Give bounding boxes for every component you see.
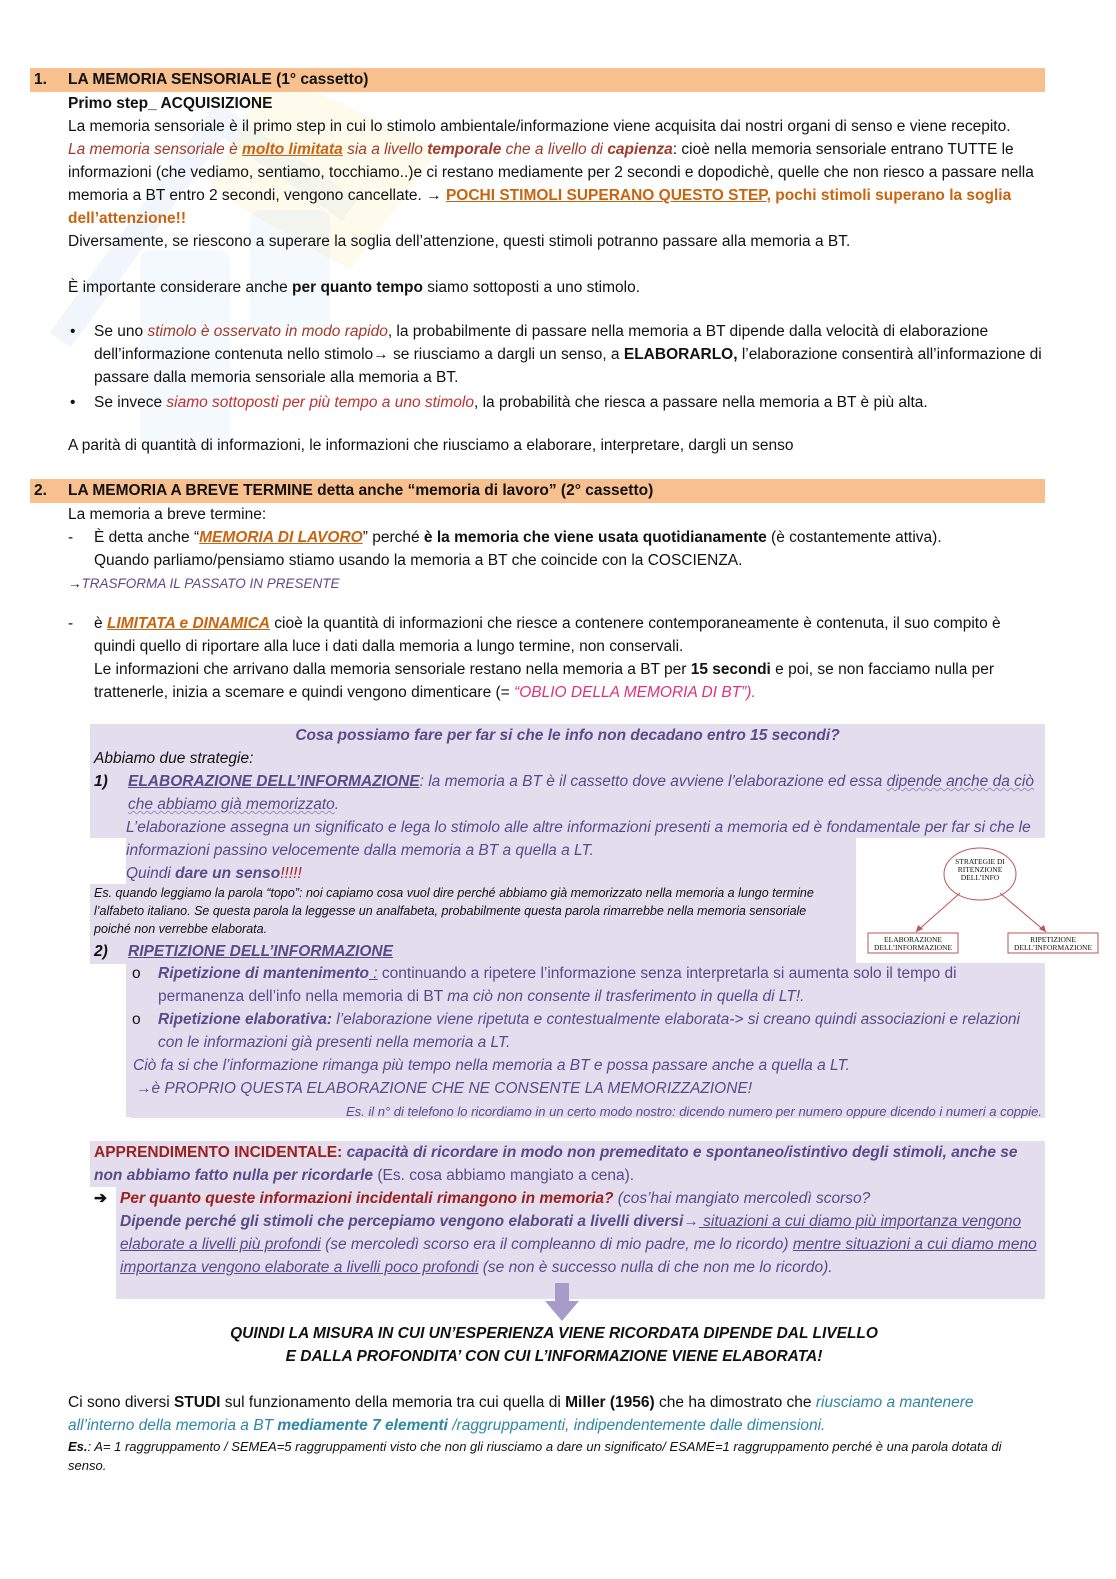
studies-example: Es.: A= 1 raggruppamento / SEMEA=5 raggruppamenti visto che non gli riusciamo a dare un significato/ ESAME=1 raggruppamento perché è una parola dotata di senso. [68,1439,1002,1473]
section-2-intro: La memoria a breve termine: [68,506,267,523]
incidental-definition: APPRENDIMENTO INCIDENTALE: capacità di ricordare in modo non premeditato e spontaneo/istintivo degli stimoli, anche se non abbiamo fatto nulla per ricordarle (Es. cosa abbiamo mangiato a cena). [94,1144,1018,1184]
strategies-content [94,747,1042,816]
strategies-example: Es. il n° di telefono lo ricordiamo in un certo modo nostro: dicendo numero per numero oppure dicendo i numeri a coppie. [345,1104,1042,1119]
diagram-node-left: ELABORAZIONE DELL’INFORMAZIONE [873,935,953,952]
section-2-title: LA MEMORIA A BREVE TERMINE detta anche “memoria di lavoro” (2° cassetto) [68,482,654,499]
diagram-node-right: RIPETIZIONE DELL’INFORMAZIONE [1013,935,1093,952]
list-item: • Se invece siamo sottoposti per più tempo a uno stimolo, la probabilità che riesca a passare nella memoria a BT è più alta. [68,391,1043,414]
strategy-1-example: Es. quando leggiamo la parola “topo”: noi capiamo cosa vuol dire perché abbiamo già memorizzato nella memoria a lungo termine l’alfabeto italiano. Se questa parola la leggesse un analfabeta, probabilmente questa parola rimarrebbe nella memoria sensoriale poiché non verrebbe elaborata. [94,886,814,936]
section-1-p3: Diversamente, se riescono a superare la soglia dell’attenzione, questi stimoli potranno passare alla memoria a BT. [68,233,851,250]
strategy-2-items [130,962,1042,1123]
list-item: o Ripetizione di mantenimento : continuando a ripetere l’informazione senza interpretarla si aumenta solo il tempo di permanenza dell’info nella memoria di BT ma ciò non consente il trasferimento in quella di LT!. [132,965,957,1005]
section-2-header [30,479,1045,503]
section-1-body [68,92,1043,299]
down-arrow-icon [545,1283,579,1321]
diagram-node-top: STRATEGIE DI RITENZIONE DELL’INFO [955,857,1005,882]
strategy-1-detail: L’elaborazione assegna un significato e lega lo stimolo alle altre informazioni presenti a memoria ed è fondamentale per far si che le informazioni passino velocemente dalla memoria a BT a quella a LT. Quindi dare un senso!!!!! [126,819,1031,882]
section-2-body [68,503,1043,572]
strategies-conclusion: →è PROPRIO QUESTA ELABORAZIONE CHE NE CONSENTE LA MEMORIZZAZIONE! [136,1080,753,1097]
section-2-number: 2. [34,482,47,499]
strategies-intro: Abbiamo due strategie: [94,750,254,767]
strategies-consequence: Ciò fa si che l’informazione rimanga più tempo nella memoria a BT e possa passare anche a quella a LT. [133,1057,850,1074]
strategy-2: 2) RIPETIZIONE DELL’INFORMAZIONE [94,943,393,960]
strategies-question: Cosa possiamo fare per far si che le info non decadano entro 15 secondi? [295,727,840,744]
strategies-diagram [856,838,1104,963]
list-item: • Se uno stimolo è osservato in modo rapido, la probabilmente di passare nella memoria a BT dipende dalla velocità di elaborazione dell’informazione contenuta nello stimolo→ se riusciamo a dargli un senso, a ELABORARLO, l’elaborazione consentirà all’informazione di passare dalla memoria sensoriale alla memoria a BT. [68,320,1043,389]
section-2-item-2: - è LIMITATA e DINAMICA cioè la quantità di informazioni che riesce a contenere contemporaneamente è contenuta, il suo compito è quindi quello di riportare alla luce i dati dalla memoria a lungo termine, non conservali. Le informazioni che arrivano dalla memoria sensoriale restano nella memoria a BT per 15 secondi e poi, se non facciamo nulla per trattenerle, inizia a scemare e quindi vengono dimenticare (= “OBLIO DELLA MEMORIA DI BT”). [68,615,1001,701]
section-1-header [30,68,1045,92]
incidental-explanation: Dipende perché gli stimoli che percepiamo vengono elaborati a livelli diversi→ situazioni a cui diamo più importanza vengono elaborate a livelli più profondi (se mercoledì scorso era il compleanno di mio padre, me lo ricordo) mentre situazioni a cui diamo meno importanza vengono elaborate a livelli poco profondi (se non è successo nulla di che non me lo ricordo). [120,1213,1037,1276]
section-1-title: LA MEMORIA SENSORIALE (1° cassetto) [68,71,369,88]
section-1-step: Primo step_ ACQUISIZIONE [68,95,273,112]
section-1-number: 1. [34,71,47,88]
section-1-p5: A parità di quantità di informazioni, le informazioni che riusciamo a elaborare, interpretare, dargli un senso [68,437,794,454]
list-item: o Ripetizione elaborativa: l’elaborazione viene ripetuta e contestualmente elaborata-> si creano quindi associazioni e relazioni con le informazioni già presenti nella memoria a LT. [132,1011,1021,1051]
transform-line: →TRASFORMA IL PASSATO IN PRESENTE [68,576,340,591]
incidental-question: ➔ Per quanto queste informazioni incidentali rimangono in memoria? (cos’hai mangiato mercoledì scorso? [94,1190,871,1207]
strategy-1: 1) ELABORAZIONE DELL’INFORMAZIONE: la memoria a BT è il cassetto dove avviene l’elaborazione ed essa dipende anche da ciò che abbiamo già memorizzato. [94,773,1034,813]
studies-paragraph: Ci sono diversi STUDI sul funzionamento della memoria tra cui quella di Miller (1956) che ha dimostrato che riusciamo a mantenere all’interno della memoria a BT mediamente 7 elementi /raggruppamenti, indipendentemente dalle dimensioni. [68,1394,974,1434]
section-1-p4: È importante considerare anche per quanto tempo siamo sottoposti a uno stimolo. [68,279,641,296]
section-1-p2: La memoria sensoriale è molto limitata sia a livello temporale che a livello di capienza: cioè nella memoria sensoriale entrano TUTTE le informazioni (che vediamo, sentiamo, tocchiamo..)e ci restano mediamente per 2 secondi e dopodichè, quelle che non riesco a passare nella memoria a BT entro 2 secondi, vengono cancellate. → POCHI STIMOLI SUPERANO QUESTO STEP, pochi stimoli superano la soglia dell’attenzione!! [68,141,1034,227]
conclusion: QUINDI LA MISURA IN CUI UN’ESPERIENZA VIENE RICORDATA DIPENDE DAL LIVELLO E DALLA PROFONDITA’ CON CUI L’INFORMAZIONE VIENE ELABORATA! [230,1325,878,1365]
list-item: - È detta anche “MEMORIA DI LAVORO” perché è la memoria che viene usata quotidianamente (è costantemente attiva). Quando parliamo/pensiamo stiamo usando la memoria a BT che coincide con la COSCIENZA. [68,529,942,569]
section-1-p1: La memoria sensoriale è il primo step in cui lo stimolo ambientale/informazione viene acquisita dai nostri organi di senso e viene recepito. [68,118,1011,135]
section-1-bullets [68,320,1043,414]
